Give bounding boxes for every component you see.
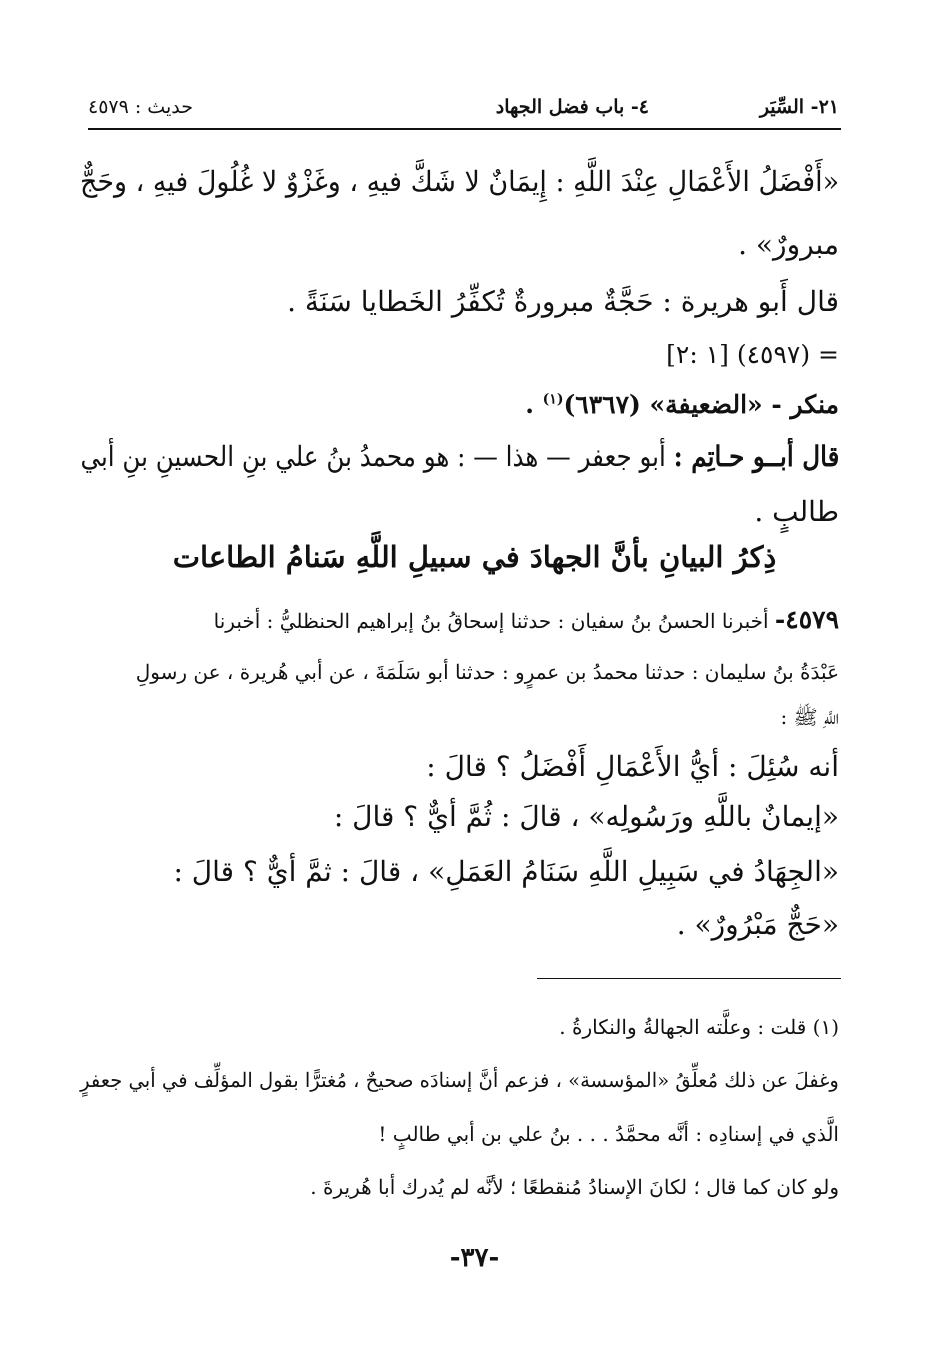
footnote-line-4: ولو كان كما قال ؛ لكانَ الإسنادُ مُنقطعًا ؛ لأنَّه لم يُدرك أبا هُريرةَ . — [310, 1175, 839, 1199]
grading-text: منكر - «الضعيفة» (٦٣٦٧) — [563, 390, 839, 419]
body-line-4: = (٤٥٩٧) [١ :٢] — [666, 340, 839, 369]
hadith-line-2: عَبْدَةُ بنُ سليمان : حدثنا محمدُ بن عمرٍو : حدثنا أبو سَلَمَةَ ، عن أبي هُريرة ، عن رسولِ — [135, 660, 839, 684]
body-line-1: «أَفْضَلُ الأَعْمَالِ عِنْدَ اللَّهِ : إِيمَانٌ لا شَكَّ فيهِ ، وغَزْوٌ لا غُلُولَ فيهِ ، وحَجٌّ — [79, 165, 839, 198]
header-section: ٤- باب فضل الجهاد — [495, 96, 649, 118]
footnote-line-3: الَّذي في إسنادِه : أنَّه محمَّدُ . . . بنُ علي بن أبي طالبٍ ! — [378, 1122, 839, 1146]
hadith-chain-1: أخبرنا الحسنُ بنُ سفيان : حدثنا إسحاقُ بنُ إبراهيم الحنظليُّ : أخبرنا — [213, 609, 775, 633]
matn-line-3: «الجِهَادُ في سَبِيلِ اللَّهِ سَنَامُ العَمَلِ» ، قالَ : ثمَّ أيٌّ ؟ قالَ : — [173, 855, 839, 888]
footnote-ref: (١) — [542, 391, 564, 408]
page-number: -٣٧- — [449, 1243, 500, 1273]
footnote-line-1: (١) قلت : وعلَّته الجهالةُ والنكارةُ . — [559, 1015, 839, 1039]
body-line-7: طالبٍ . — [754, 495, 839, 528]
footnote-rule — [537, 978, 841, 979]
matn-line-1: أنه سُئِلَ : أيُّ الأَعْمَالِ أَفْضَلُ ؟ قالَ : — [426, 750, 839, 783]
hadith-line-1 — [214, 605, 839, 634]
hadith-line-3: اللَّهِ ﷺ : — [780, 705, 839, 729]
matn-line-4: «حَجٌّ مَبْرُورٌ» . — [676, 908, 839, 941]
header-hadith-number: حديث : ٤٥٧٩ — [88, 96, 193, 118]
header-rule — [88, 128, 841, 130]
abu-hatim-text: أبو جعفر — هذا — : هو محمدُ بنُ علي بنِ الحسينِ بنِ أبي — [80, 440, 674, 473]
matn-line-2: «إيمانٌ باللَّهِ ورَسُولِه» ، قالَ : ثُمَّ أيٌّ ؟ قالَ : — [333, 800, 839, 833]
body-line-6 — [80, 440, 839, 473]
hadith-number: ٤٥٧٩- — [774, 605, 839, 634]
grading-end: . — [525, 390, 543, 419]
footnote-line-2: وغفلَ عن ذلك مُعلِّقُ «المؤسسة» ، فزعم أنَّ إسنادَه صحيحٌ ، مُغترًّا بقول المؤلِّف في أبي جعفرٍ — [80, 1068, 839, 1092]
body-line-2: مبرورٌ» . — [738, 228, 839, 261]
body-line-5 — [525, 390, 839, 419]
header-chapter: ٢١- السِّيَر — [759, 96, 839, 118]
section-title: ذِكرُ البيانِ بأنَّ الجهادَ في سبيلِ اللَّهِ سَنامُ الطاعات — [172, 540, 777, 574]
body-line-3: قال أَبو هريرة : حَجَّةٌ مبرورةٌ تُكفِّرُ الخَطايا سَنَةً . — [287, 285, 839, 318]
abu-hatim-label: قال أبــو حـاتِم : — [673, 440, 839, 473]
